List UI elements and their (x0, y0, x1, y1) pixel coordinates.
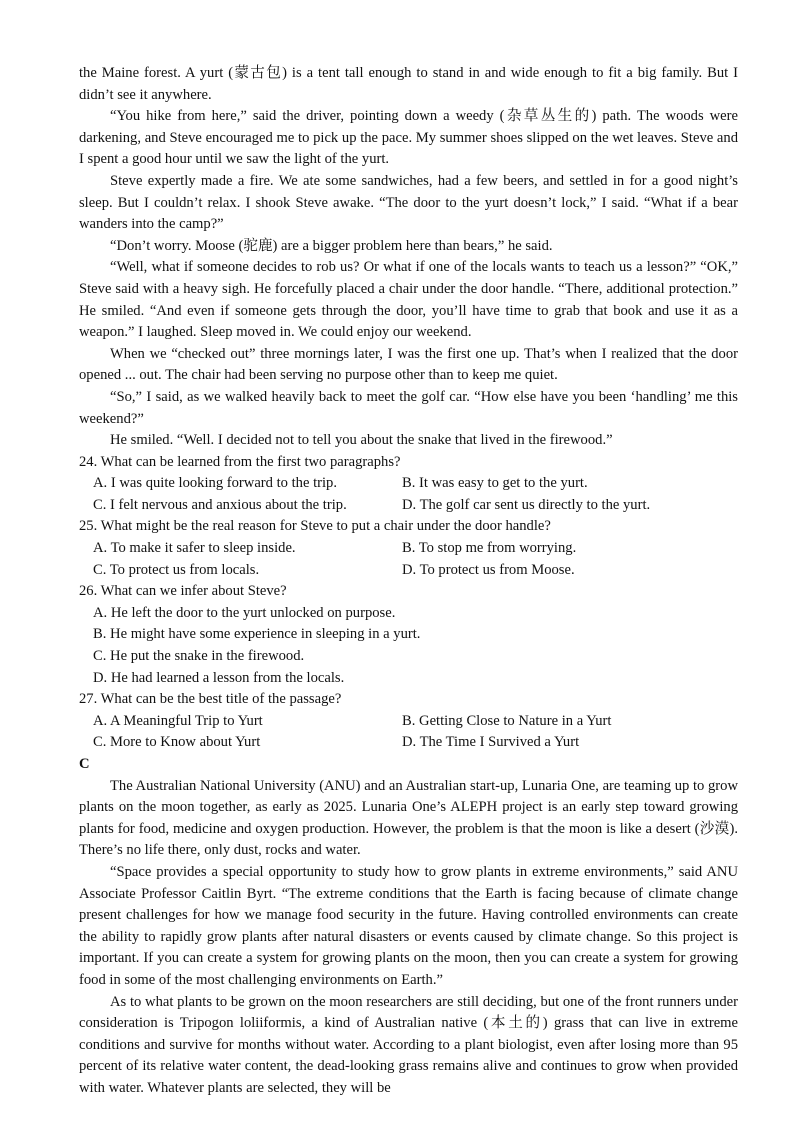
passage-b-paragraph-2: “You hike from here,” said the driver, pointing down a weedy (杂草丛生的) path. The woods were darkening, and Steve encouraged me to pick up the pace. My summer shoes slipped on the wet leaves. Steve and I spent a good hour until we saw the light of the yurt. (79, 108, 738, 168)
question-25-stem: 25. What might be the real reason for Steve to put a chair under the door handle? (79, 518, 551, 535)
question-27-option-a: A. A Meaningful Trip to Yurt (93, 712, 263, 729)
passage-b-paragraph-1: the Maine forest. A yurt (蒙古包) is a tent tall enough to stand in and wide enough to fit a big family. But I didn’t see it anywhere. (79, 65, 738, 103)
question-24-option-d: D. The golf car sent us directly to the yurt. (402, 496, 651, 513)
question-25-option-b: B. To stop me from worrying. (402, 540, 577, 557)
question-24-option-b: B. It was easy to get to the yurt. (402, 475, 588, 492)
question-27-stem: 27. What can be the best title of the passage? (79, 691, 342, 708)
question-24-option-c: C. I felt nervous and anxious about the trip. (93, 496, 347, 513)
question-27-option-b: B. Getting Close to Nature in a Yurt (402, 712, 612, 729)
question-27-options-row-2 (79, 732, 738, 754)
question-26-option-b: B. He might have some experience in sleeping in a yurt. (93, 626, 421, 643)
question-27-option-c: C. More to Know about Yurt (93, 734, 261, 751)
question-25-option-a: A. To make it safer to sleep inside. (93, 540, 296, 557)
passage-b-paragraph-6: When we “checked out” three mornings later, I was the first one up. That’s when I realized that the door opened ... out. The chair had been serving no purpose other than to keep me quiet. (79, 345, 738, 384)
question-24-stem: 24. What can be learned from the first two paragraphs? (79, 453, 401, 470)
question-24-options-row-2 (79, 495, 738, 517)
passage-c-paragraph-3: As to what plants to be grown on the moon researchers are still deciding, but one of the front runners under consideration is Tripogon loliiformis, a kind of Australian native (本土的) grass that can live in extreme conditions and survive for months without water. According to a plant biologist, even after losing more than 95 percent of its relative water content, the dead-looking grass remains alive and continues to grow when provided with water. Whatever plants are selected, they will be (79, 993, 738, 1096)
passage-b-paragraph-7: “So,” I said, as we walked heavily back to meet the golf car. “How else have you been ‘handling’ me this weekend?” (79, 388, 738, 427)
passage-b-paragraph-4: “Don’t worry. Moose (驼鹿) are a bigger problem here than bears,” he said. (110, 237, 553, 254)
question-26-option-a: A. He left the door to the yurt unlocked on purpose. (93, 604, 396, 621)
passage-b-paragraph-8: He smiled. “Well. I decided not to tell you about the snake that lived in the firewood.” (110, 432, 613, 449)
passage-b-paragraph-3: Steve expertly made a fire. We ate some sandwiches, had a few beers, and settled in for a good night’s sleep. But I couldn’t relax. I shook Steve awake. “The door to the yurt doesn’t lock,” I said. “What if a bear wanders into the camp?” (79, 172, 738, 233)
question-25-option-d: D. To protect us from Moose. (402, 561, 575, 578)
passage-c-paragraph-1: The Australian National University (ANU) and an Australian start-up, Lunaria One, are teaming up to grow plants on the moon together, as early as 2025. Lunaria One’s ALEPH project is an early step toward growing plants for food, medicine and oxygen production. However, the problem is that the moon is like a desert (沙漠). There’s no life there, only dust, rocks and water. (79, 777, 738, 859)
question-24-options-row-1 (79, 473, 738, 495)
question-25-options-row-2 (79, 560, 738, 582)
question-26-stem: 26. What can we infer about Steve? (79, 583, 287, 600)
passage-b-paragraph-5: “Well, what if someone decides to rob us? Or what if one of the locals wants to teach us a lesson?” “OK,” Steve said with a heavy sigh. He forcefully placed a chair under the door handle. “There, additional protection.” He smiled. “And even if someone gets through the door, you’ll have time to grab that book and use it as a weapon.” I laughed. Sleep moved in. We could enjoy our weekend. (79, 259, 738, 341)
question-27-option-d: D. The Time I Survived a Yurt (402, 734, 580, 751)
question-25-option-c: C. To protect us from locals. (93, 561, 260, 578)
question-24-option-a: A. I was quite looking forward to the trip. (93, 475, 337, 492)
question-26-option-d: D. He had learned a lesson from the locals. (93, 669, 345, 686)
exam-page (79, 63, 738, 1100)
passage-c-paragraph-2: “Space provides a special opportunity to study how to grow plants in extreme environments,” said ANU Associate Professor Caitlin Byrt. “The extreme conditions that the Earth is facing because of climate change present challenges for how we manage food security in the future. Having controlled environments can create the ability to rapidly grow plants after natural disasters or events caused by climate change. So this project is important. If you can create a system for growing plants on the moon, then you can create a system for growing food in some of the most challenging environments on Earth.” (79, 863, 738, 988)
question-27-options-row-1 (79, 711, 738, 733)
question-26-option-c: C. He put the snake in the firewood. (93, 648, 305, 665)
section-c-heading: C (79, 756, 90, 772)
question-25-options-row-1 (79, 538, 738, 560)
